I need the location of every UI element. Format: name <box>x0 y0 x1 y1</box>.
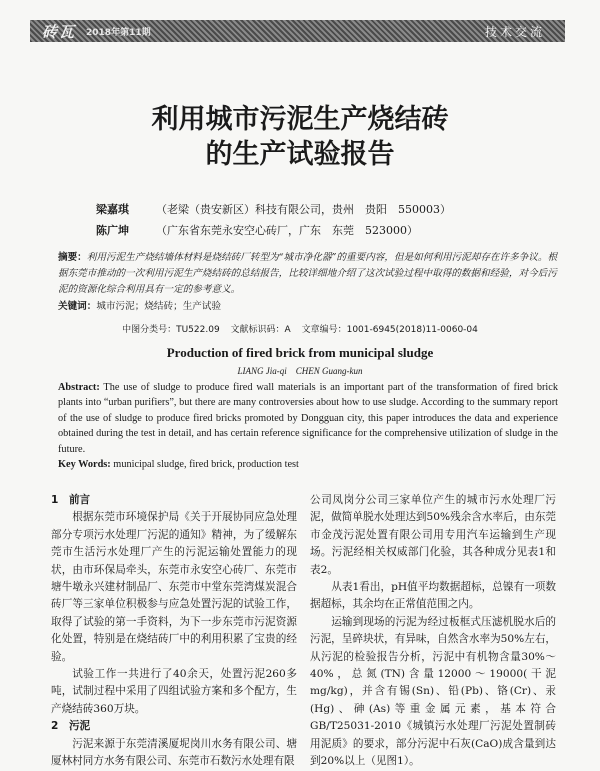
section-heading-sludge: 2 污泥 <box>51 720 91 733</box>
author-list <box>96 199 451 241</box>
section-heading-preface: 1 前言 <box>51 494 91 506</box>
author-row <box>96 220 451 241</box>
chinese-keywords <box>58 300 558 314</box>
english-keywords <box>58 457 558 472</box>
section-label: 技术交流 <box>484 24 545 39</box>
body-paragraph: 试验工作一共进行了40余天，处置污泥260多吨，试制过程中采用了四组试验方案和多个配方，生产烧结砖360万块。 <box>51 668 297 715</box>
author-affiliation: （广东省东莞永安空心砖厂，广东 东莞 523000） <box>156 224 418 237</box>
english-keywords-label: Key Words: <box>58 459 111 470</box>
classification-info <box>0 322 600 335</box>
article-title-line1: 利用城市污泥生产烧结砖 <box>151 104 449 135</box>
author-name: 陈广坤 <box>96 224 129 237</box>
journal-logo: 砖瓦 <box>42 22 77 41</box>
english-authors: LIANG Jia-qi CHEN Guang-kun <box>237 366 363 376</box>
body-column-right <box>310 492 556 771</box>
body-paragraph: 运输到现场的污泥为经过板框式压滤机脱水后的污泥，呈碎块状，有异味，自然含水率为50%左右，从污泥的检验报告分析，污泥中有机物含量30%～40%，总氮(TN)含量12000～19000(干泥mg/kg)，并含有锡(Sn)、铅(Pb)、铬(Cr)、汞(Hg)、砷(As)等重金属元素，基本符合GB/T25031-2010《城镇污水处理厂污泥处置制砖用泥质》的要求，部分污泥中石灰(CaO)成含量到达到20%以上（见图1）。 <box>310 615 557 768</box>
english-title: Production of fired brick from municipal sludge <box>166 345 434 360</box>
journal-issue: 2018年第11期 <box>86 27 151 38</box>
english-abstract-text: The use of sludge to produce fired wall materials is an important part of the transformation of fired brick plants into “urban purifiers”, but there are many controversies about how to use sludge. According to the summary report of the use of sludge to produce fired bricks promoted by Dongguan city, this paper introduces the data and experience obtained during the test in detail, and has certain reference significance for the comprehensive utilization of sludge in the future. <box>58 382 558 455</box>
article-title <box>0 102 600 172</box>
clc-number: 中图分类号：TU522.09 <box>122 325 220 335</box>
chinese-abstract-label: 摘要： <box>58 252 87 263</box>
chinese-keywords-label: 关键词： <box>58 301 97 312</box>
body-paragraph: 污泥来源于东莞清溪厦坭岗川水务有限公司、塘厦林村同方水务有限公司、东莞市石数污水处理有限 <box>51 737 297 768</box>
body-paragraph: 从表1看出，pH值平均数据超标，总镍有一项数据超标，其余均在正常值范围之内。 <box>310 581 556 611</box>
author-affiliation: （老梁（贵安新区）科技有限公司，贵州 贵阳 550003） <box>156 203 451 216</box>
author-row <box>96 199 451 220</box>
english-abstract <box>58 380 558 457</box>
body-paragraph: 根据东莞市环境保护局《关于开展协同应急处理部分专项污水处理厂污泥的通知》精神，为了缓解东莞市生活污水处理厂产生的污泥运输处置能力的现状，由市环保局牵头，东莞市永安空心砖厂、东莞市塘牛墩永兴建材制品厂、东莞市中堂东莞湾煤炭混合砖厂等三家单位积极参与应急处置污泥的试验工作，取得了试验的第一手资料，为下一步东莞市污泥资源化处置，特别是在烧结砖厂中的利用积累了宝贵的经验。 <box>51 511 297 663</box>
chinese-abstract <box>58 250 558 298</box>
body-paragraph: 公司凤岗分公司三家单位产生的城市污水处理厂污泥，做简单脱水处理达到50%残余含水率后，由东莞市金茂污泥处置有限公司用专用汽车运输到生产现场。污泥经相关权威部门化验，其各种成分见表1和表2。 <box>310 494 557 576</box>
body-column-left <box>51 492 297 771</box>
document-code: 文献标识码：A <box>230 325 291 335</box>
article-title-line2: 的生产试验报告 <box>205 139 395 170</box>
author-name: 梁嘉琪 <box>96 203 129 216</box>
english-abstract-label: Abstract: <box>58 382 100 393</box>
article-number: 文章编号：1001-6945(2018)11-0060-04 <box>301 325 478 335</box>
chinese-abstract-text: 利用污泥生产烧结墙体材料是烧结砖厂转型为“城市净化器”的重要内容，但是如何利用污泥却存在许多争议。根据东莞市推动的一次利用污泥生产烧结砖的总结报告，比较详细地介绍了这次试验过程中取得的数据和经验，对今后污泥的资源化综合利用具有一定的参考意义。 <box>58 252 558 295</box>
chinese-keywords-text: 城市污泥；烧结砖；生产试验 <box>96 301 222 312</box>
journal-header-bar <box>30 20 565 42</box>
english-keywords-text: municipal sludge, fired brick, production test <box>110 459 299 470</box>
